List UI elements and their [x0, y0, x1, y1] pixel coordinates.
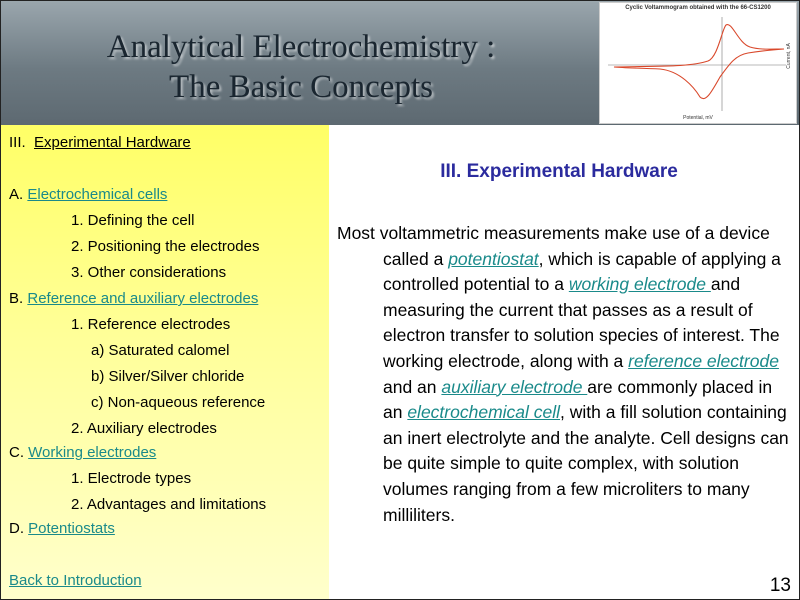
outline-b1c: c) Non-aqueous reference [91, 394, 266, 411]
content-panel [329, 125, 800, 600]
link-electrochemical-cell[interactable]: electrochemical cell [407, 402, 561, 423]
cv-image-title: Cyclic Voltammogram obtained with the 66-CS1200 [625, 5, 771, 11]
title-line-1: Analytical Electrochemistry : [106, 29, 496, 65]
cv-plot [600, 3, 796, 123]
link-working-electrodes[interactable]: Working electrodes [28, 444, 157, 461]
outline-a3: 3. Other considerations [71, 264, 227, 281]
outline-c2: 2. Advantages and limitations [71, 496, 267, 513]
outline-section-a: A. Electrochemical cells [9, 186, 168, 203]
outline-section-d: D. Potentiostats [9, 520, 115, 537]
slide-header [1, 1, 800, 125]
outline-panel [1, 125, 329, 600]
link-back-to-introduction[interactable]: Back to Introduction [9, 572, 142, 589]
link-electrochemical-cells[interactable]: Electrochemical cells [27, 186, 168, 203]
title-line-2: The Basic Concepts [169, 69, 433, 105]
outline-a2: 2. Positioning the electrodes [71, 238, 260, 255]
outline-section-b: B. Reference and auxiliary electrodes [9, 290, 259, 307]
body-paragraph: Most voltammetric measurements make use of a device called a potentiostat, which is capable of applying a controlled potential to a working electrode and measuring the current that passes as a result of electron transfer to solution species of interest. The working electrode, along with a reference electrode and an auxiliary electrode are commonly placed in an electrochemical cell, with a fill solution containing an inert electrolyte and the analyte. Cell designs can be quite simple to quite complex, with solution volumes ranging from a few microliters to many milliliters. [337, 223, 789, 525]
outline-section-c: C. Working electrodes [9, 444, 157, 461]
link-potentiostats[interactable]: Potentiostats [28, 520, 115, 537]
outline-b2: 2. Auxiliary electrodes [71, 420, 217, 437]
outline-b1a: a) Saturated calomel [91, 342, 230, 359]
cv-x-label: Potential, mV [683, 115, 713, 121]
outline-b1: 1. Reference electrodes [71, 316, 231, 333]
section-heading: III. Experimental Hardware [440, 161, 678, 182]
cv-curve [614, 25, 784, 99]
link-auxiliary-electrode[interactable]: auxiliary electrode [441, 376, 588, 397]
outline-c1: 1. Electrode types [71, 470, 192, 487]
outline-back [9, 572, 142, 590]
link-potentiostat[interactable]: potentiostat [448, 248, 539, 269]
link-working-electrode[interactable]: working electrode [568, 274, 711, 295]
link-reference-auxiliary-electrodes[interactable]: Reference and auxiliary electrodes [27, 290, 259, 307]
link-reference-electrode[interactable]: reference electrode [628, 350, 779, 371]
outline-b1b: b) Silver/Silver chloride [91, 368, 245, 385]
cyclic-voltammogram-image [599, 2, 797, 124]
outline-header: III. Experimental Hardware [9, 134, 191, 151]
outline-a1: 1. Defining the cell [71, 212, 195, 229]
slide-title [21, 27, 581, 107]
page-number: 13 [769, 575, 791, 596]
cv-y-label: Current, nA [786, 43, 793, 69]
outline-header-link[interactable]: Experimental Hardware [34, 134, 191, 151]
